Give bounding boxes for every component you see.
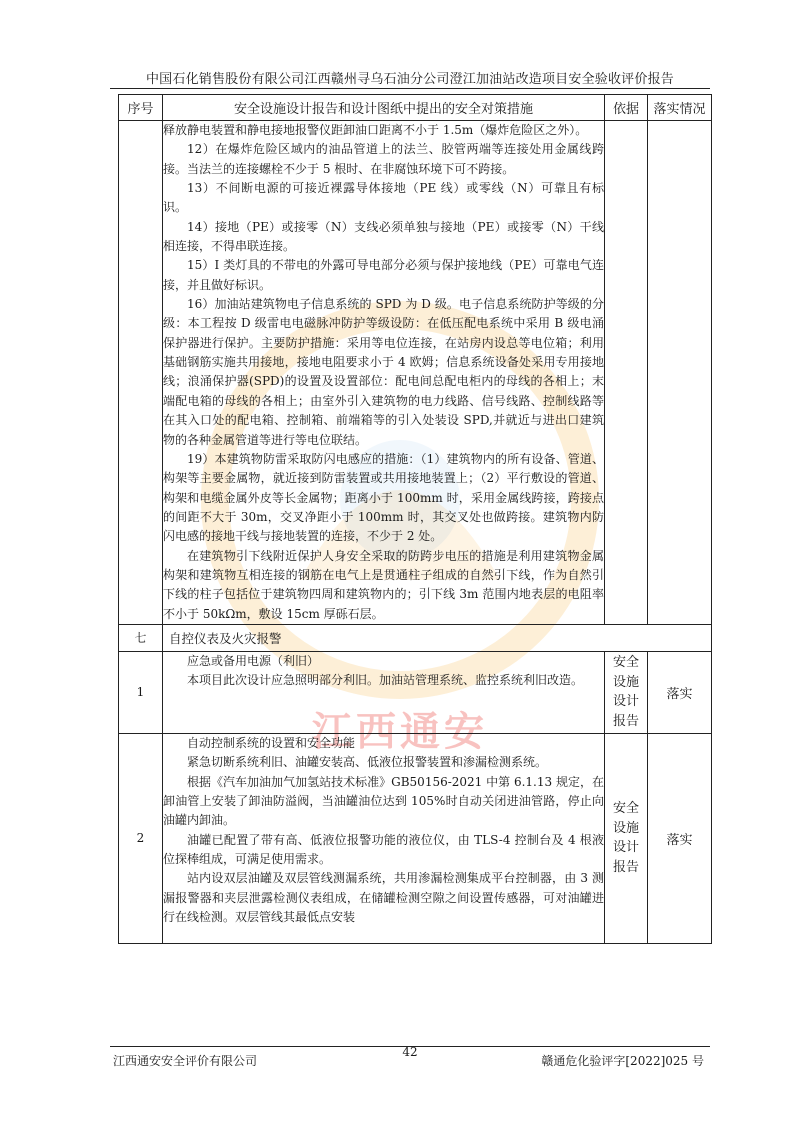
column-header-no: 序号 xyxy=(119,95,163,121)
measure-paragraph: 12）在爆炸危险区域内的油品管道上的法兰、胶管两端等连接处用金属线跨接。当法兰的连接螺栓不少于 5 根时、在非腐蚀环境下可不跨接。 xyxy=(163,142,604,176)
safety-measures-table xyxy=(118,94,712,944)
cell-basis xyxy=(605,733,648,943)
footer-company: 江西通安安全评价有限公司 xyxy=(113,1054,258,1068)
table-row xyxy=(119,733,712,943)
measure-paragraph: 紧急切断系统利旧、油罐安装高、低液位报警装置和渗漏检测系统。 xyxy=(187,755,548,770)
measure-paragraph: 站内设双层油罐及双层管线测漏系统，共用渗漏检测集成平台控制器，由 3 测漏报警器和夹层泄露检测仪表组成，在储罐检测空隙之间设置传感器，可对油罐进行在线检测。双层管线其最低点安装 xyxy=(163,871,604,925)
cell-measures xyxy=(163,651,605,733)
cell-measures-continued xyxy=(163,121,605,625)
basis-text: 安全设施设计报告 xyxy=(612,801,639,875)
cell-measures xyxy=(163,733,605,943)
column-header-status: 落实情况 xyxy=(648,95,712,121)
measure-paragraph: 16）加油站建筑物电子信息系统的 SPD 为 D 级。电子信息系统防护等级的分级：本工程按 D 级雷电电磁脉冲防护等级设防：在低压配电系统中采用 B 级电涌保护器进行保护。主要防护措施：采用等电位连接，在站房内设总等电位箱；利用基础钢筋实施共用接地，接地电阻要求小于 4 欧姆；信息系统设备处采用专用接地线；浪涌保护器(SPD)的设置及设置部位：配电间总配电柜内的母线的各相上；末端配电箱的母线的各相上；由室外引入建筑物的电力线路、信号线路、控制线路等在其入口处的配电箱、控制箱、前端箱等的引入处装设 SPD,并就近与进出口建筑物的各种金属管道等进行等电位联结。 xyxy=(163,297,604,447)
measure-paragraph: 根据《汽车加油加气加氢站技术标准》GB50156-2021 中第 6.1.13 规定，在卸油管上安装了卸油防溢阀，当油罐油位达到 105%时自动关闭进油管路，停止向油罐内卸油。 xyxy=(163,774,604,828)
cell-status: 落实 xyxy=(648,733,712,943)
cell-no-empty xyxy=(119,121,163,625)
cell-status: 落实 xyxy=(648,651,712,733)
column-header-basis: 依据 xyxy=(605,95,648,121)
page-number: 42 xyxy=(402,1045,418,1059)
column-header-measure: 安全设施设计报告和设计图纸中提出的安全对策措施 xyxy=(163,95,605,121)
table-row xyxy=(119,651,712,733)
table-header-row xyxy=(119,95,712,121)
page-header-title: 中国石化销售股份有限公司江西赣州寻乌石油分公司澄江加油站改造项目安全验收评价报告 xyxy=(145,72,674,87)
measure-paragraph: 油罐已配置了带有高、低液位报警功能的液位仪，由 TLS-4 控制台及 4 根液位探棒组成，可满足使用需求。 xyxy=(163,832,604,866)
measure-paragraph: 19）本建筑物防雷采取防闪电感应的措施：（1）建筑物内的所有设备、管道、构架等主要金属物，就近接到防雷装置或共用接地装置上；（2）平行敷设的管道、构架和电缆金属外皮等长金属物；距离小于 100mm 时，采用金属线跨接，跨接点的间距不大于 30m，交叉净距小于 100mm 时，其交叉处也做跨接。建筑物内防闪电感的接地干线与接地装置的连接，不少于 2 处。 xyxy=(163,451,604,544)
row-number: 2 xyxy=(119,733,163,943)
section-number: 七 xyxy=(119,624,163,651)
measure-paragraph: 应急或备用电源（利旧） xyxy=(187,653,320,668)
measure-paragraph: 自动控制系统的设置和安全功能 xyxy=(187,735,356,750)
footer-document-number: 赣通危化验评字[2022]025 号 xyxy=(541,1054,704,1068)
header-divider xyxy=(110,88,710,89)
measure-paragraph: 在建筑物引下线附近保护人身安全采取的防跨步电压的措施是利用建筑物金属构架和建筑物互相连接的钢筋在电气上是贯通柱子组成的自然引下线，作为自然引下线的柱子包括位于建筑物四周和建筑物内的；引下线 3m 范围内地表层的电阻率不小于 50kΩm，敷设 15cm 厚砾石层。 xyxy=(163,548,604,621)
measure-paragraph: 14）接地（PE）或接零（N）支线必须单独与接地（PE）或接零（N）干线相连接，不得串联连接。 xyxy=(163,219,604,254)
cell-status-empty xyxy=(648,121,712,625)
cell-basis xyxy=(605,651,648,733)
section-title: 自控仪表及火灾报警 xyxy=(163,624,712,651)
measure-paragraph: 本项目此次设计应急照明部分利旧。加油站管理系统、监控系统利旧改造。 xyxy=(187,673,584,688)
table-section-row xyxy=(119,624,712,651)
cell-basis-empty xyxy=(605,121,648,625)
basis-text: 安全设施设计报告 xyxy=(612,655,639,729)
row-number: 1 xyxy=(119,651,163,733)
table-row-continued xyxy=(119,121,712,625)
measure-paragraph: 释放静电装置和静电接地报警仪距卸油口距离不小于 1.5m（爆炸危险区之外）。 xyxy=(163,123,588,137)
measure-paragraph: 15）I 类灯具的不带电的外露可导电部分必须与保护接地线（PE）可靠电气连接，并且做好标识。 xyxy=(163,258,604,292)
watermark-text: 江西通安 xyxy=(312,710,488,754)
measure-paragraph: 13）不间断电源的可接近裸露导体接地（PE 线）或零线（N）可靠且有标识。 xyxy=(163,181,604,215)
